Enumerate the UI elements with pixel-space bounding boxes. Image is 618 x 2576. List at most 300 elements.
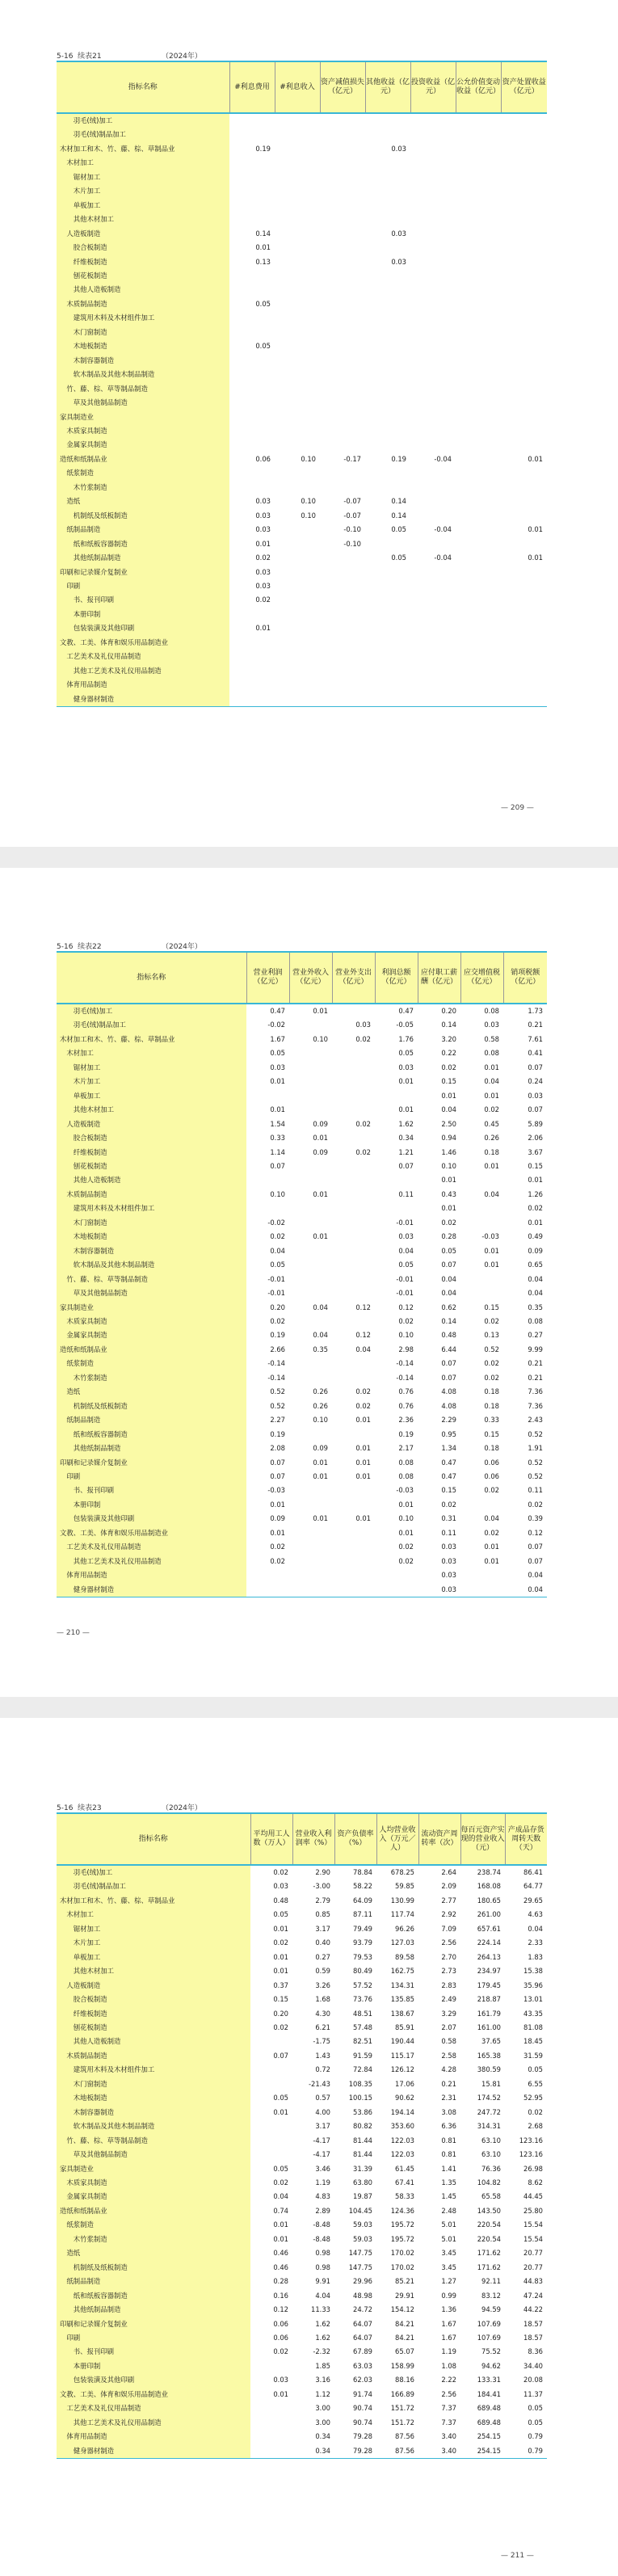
row-label: 文教、工美、体育和娱乐用品制造业 xyxy=(57,1526,246,1540)
row-label: 家具制造业 xyxy=(57,2162,250,2176)
row-value: 0.11 xyxy=(528,1486,543,1495)
row-value: 0.07 xyxy=(270,1458,285,1467)
row-value: -8.48 xyxy=(313,2220,330,2229)
table-row xyxy=(57,2148,547,2161)
row-value xyxy=(501,213,547,226)
row-value xyxy=(275,297,320,311)
row-value: 0.19 xyxy=(398,1429,414,1438)
row-value: 170.02 xyxy=(390,2249,414,2258)
row-value xyxy=(275,142,320,156)
header-row xyxy=(57,61,547,113)
row-label: 包装装潢及其他印刷 xyxy=(57,1512,246,1526)
row-value: -0.10 xyxy=(343,525,361,534)
table-row xyxy=(57,1357,547,1370)
row-label: 木质制品制造 xyxy=(57,2049,250,2063)
row-value xyxy=(332,1230,375,1244)
row-value xyxy=(365,213,410,226)
row-value: 0.27 xyxy=(528,1331,543,1340)
row-value xyxy=(289,1498,332,1512)
row-value: 0.11 xyxy=(441,1528,456,1537)
row-value: 0.14 xyxy=(441,1021,456,1029)
row-value: 1.43 xyxy=(315,2051,330,2060)
row-value: 20.08 xyxy=(523,2376,543,2384)
row-value: 0.03 xyxy=(273,1882,288,1891)
row-value xyxy=(501,566,547,579)
row-value xyxy=(365,199,410,213)
row-value xyxy=(229,326,275,339)
row-value: 0.10 xyxy=(301,497,316,506)
row-value xyxy=(289,1173,332,1187)
row-value xyxy=(410,311,456,325)
table-row xyxy=(57,368,547,381)
row-label: 木材加工和木、竹、藤、棕、草制品业 xyxy=(57,1033,246,1046)
row-value xyxy=(365,466,410,480)
row-value xyxy=(275,368,320,381)
row-value xyxy=(365,537,410,551)
row-label: 其他工艺美术及礼仪用品制造 xyxy=(57,1555,246,1568)
table-row xyxy=(57,1328,547,1342)
row-value xyxy=(501,227,547,241)
row-value xyxy=(365,241,410,255)
row-value xyxy=(332,1273,375,1286)
row-label: 木片加工 xyxy=(57,184,229,198)
row-value xyxy=(410,636,456,650)
row-value xyxy=(460,1498,503,1512)
table-row xyxy=(57,1951,547,1964)
row-value xyxy=(332,1160,375,1173)
row-value: 184.41 xyxy=(477,2389,501,2398)
row-value: 1.46 xyxy=(441,1147,456,1156)
row-value: 0.02 xyxy=(273,1938,288,1947)
row-value: 0.21 xyxy=(528,1359,543,1368)
row-label: 建筑用木料及木材组件加工 xyxy=(57,311,229,325)
row-label: 家具制造业 xyxy=(57,410,229,424)
table-row xyxy=(57,2331,547,2345)
row-value: 108.35 xyxy=(348,2079,372,2088)
row-value: 62.03 xyxy=(353,2376,372,2384)
row-value xyxy=(410,424,456,438)
row-value: 79.28 xyxy=(353,2432,372,2441)
row-label: 其他木材加工 xyxy=(57,1103,246,1117)
row-label: 印刷 xyxy=(57,579,229,593)
row-value xyxy=(289,1555,332,1568)
table-row xyxy=(57,297,547,311)
table-row xyxy=(57,2275,547,2288)
row-label: 纤维板制造 xyxy=(57,1146,246,1160)
row-value xyxy=(456,354,501,368)
row-value: 0.01 xyxy=(528,1218,543,1227)
row-value xyxy=(410,537,456,551)
row-value: 64.77 xyxy=(523,1882,543,1891)
row-value: 0.19 xyxy=(270,1429,285,1438)
row-value xyxy=(332,1583,375,1597)
row-value: 2.89 xyxy=(315,2206,330,2215)
row-value xyxy=(375,1202,418,1215)
row-value: 2.90 xyxy=(315,1868,330,1876)
row-value: 1.41 xyxy=(441,2164,456,2173)
row-value: 0.02 xyxy=(484,1373,499,1382)
row-value: 0.05 xyxy=(273,2164,288,2173)
row-value: 67.41 xyxy=(395,2178,414,2187)
table-year: （2024年） xyxy=(162,53,202,61)
row-value: 0.02 xyxy=(270,1232,285,1241)
row-value: 88.16 xyxy=(395,2376,414,2384)
row-value xyxy=(246,1583,289,1597)
table-row xyxy=(57,1470,547,1484)
row-value: 165.38 xyxy=(477,2051,501,2060)
row-value: 0.02 xyxy=(255,554,271,562)
table-title: 5-16 续表23 xyxy=(57,1804,102,1812)
row-value: 0.02 xyxy=(273,2022,288,2031)
table-row xyxy=(57,1456,547,1470)
table-row xyxy=(57,2388,547,2401)
row-value: 104.82 xyxy=(477,2178,501,2187)
row-value xyxy=(275,650,320,663)
table-row xyxy=(57,593,547,607)
row-value xyxy=(501,283,547,297)
row-value xyxy=(456,283,501,297)
row-value: 0.01 xyxy=(273,2389,288,2398)
row-value xyxy=(456,142,501,156)
row-value: 0.10 xyxy=(301,511,316,520)
row-value: 0.03 xyxy=(441,1556,456,1565)
row-value xyxy=(501,650,547,663)
row-value: 0.15 xyxy=(273,1995,288,2004)
table-row xyxy=(57,1343,547,1357)
row-value: 0.26 xyxy=(484,1134,499,1143)
table-row xyxy=(57,1442,547,1455)
row-value xyxy=(275,156,320,170)
row-value xyxy=(456,692,501,707)
row-value: 3.26 xyxy=(315,1980,330,1989)
row-value xyxy=(275,424,320,438)
row-value: 0.03 xyxy=(355,1021,371,1029)
row-value: 0.02 xyxy=(528,1500,543,1509)
row-value: 0.01 xyxy=(484,1556,499,1565)
row-value: 0.01 xyxy=(273,2234,288,2243)
row-value: 0.02 xyxy=(398,1316,414,1325)
row-value: 0.79 xyxy=(528,2446,543,2455)
row-value xyxy=(229,664,275,678)
row-value: 0.06 xyxy=(273,2333,288,2342)
row-value xyxy=(456,255,501,269)
row-label: 纸和纸板容器制造 xyxy=(57,1428,246,1442)
row-label: 本册印制 xyxy=(57,2359,250,2373)
row-value xyxy=(332,1061,375,1075)
row-value: 63.03 xyxy=(353,2361,372,2370)
row-value: 0.04 xyxy=(528,1289,543,1298)
row-value: 87.56 xyxy=(395,2446,414,2455)
row-value: 83.12 xyxy=(481,2291,501,2300)
row-value: -0.01 xyxy=(396,1289,414,1298)
header-cell: 人均营业收入（万元／人） xyxy=(376,1813,418,1865)
row-value: 63.80 xyxy=(353,2178,372,2187)
row-value: 0.47 xyxy=(441,1458,456,1467)
row-value: 0.01 xyxy=(441,1176,456,1185)
row-label: 人造板制造 xyxy=(57,1118,246,1131)
row-value: 2.66 xyxy=(270,1345,285,1353)
header-cell: 营业外支出（亿元） xyxy=(332,952,375,1004)
row-value xyxy=(320,566,365,579)
row-value: 0.01 xyxy=(273,1952,288,1961)
row-value: 86.41 xyxy=(523,1868,543,1876)
row-label: 木材加工和木、竹、藤、棕、草制品业 xyxy=(57,142,229,156)
row-value: 0.07 xyxy=(528,1556,543,1565)
row-value: 0.14 xyxy=(441,1316,456,1325)
row-value: 87.11 xyxy=(353,1910,372,1919)
row-value: 1.34 xyxy=(441,1444,456,1453)
row-label: 印刷和记录媒介复制业 xyxy=(57,1456,246,1470)
row-value: 1.62 xyxy=(315,2333,330,2342)
table-row xyxy=(57,1089,547,1103)
header-cell: 其他收益（亿元） xyxy=(365,61,410,113)
row-label: 纸制品制造 xyxy=(57,1413,246,1427)
row-value xyxy=(501,608,547,621)
row-value xyxy=(456,678,501,692)
row-value: 0.28 xyxy=(273,2277,288,2286)
row-value: 166.89 xyxy=(390,2389,414,2398)
row-value: 0.26 xyxy=(313,1401,328,1410)
row-value: -0.14 xyxy=(267,1359,285,1368)
row-value: 0.04 xyxy=(355,1345,371,1353)
row-label: 金属家具制造 xyxy=(57,2190,250,2203)
row-value xyxy=(410,396,456,410)
row-label: 造纸 xyxy=(57,495,229,508)
row-value: 171.62 xyxy=(477,2249,501,2258)
row-value xyxy=(365,311,410,325)
row-value xyxy=(229,438,275,452)
row-value xyxy=(250,2416,292,2430)
table-row xyxy=(57,1173,547,1187)
row-value: 0.03 xyxy=(391,257,406,266)
row-value xyxy=(456,452,501,466)
table-row xyxy=(57,1301,547,1315)
row-value xyxy=(410,481,456,495)
row-value: 0.03 xyxy=(255,525,271,534)
row-value xyxy=(275,608,320,621)
row-value: 0.06 xyxy=(273,2319,288,2328)
row-value xyxy=(289,1061,332,1075)
row-value: 0.01 xyxy=(313,1232,328,1241)
row-label: 人造板制造 xyxy=(57,227,229,241)
row-value xyxy=(456,523,501,537)
row-label: 草及其他制品制造 xyxy=(57,396,229,410)
row-value: 1.35 xyxy=(441,2178,456,2187)
table-row xyxy=(57,2119,547,2133)
row-label: 印刷和记录媒介复制业 xyxy=(57,566,229,579)
row-value: 0.09 xyxy=(528,1246,543,1255)
row-value xyxy=(229,156,275,170)
row-value: 264.13 xyxy=(477,1952,501,1961)
row-value xyxy=(456,650,501,663)
row-value: 0.40 xyxy=(315,1938,330,1947)
row-value: 0.12 xyxy=(273,2305,288,2314)
row-label: 木片加工 xyxy=(57,1075,246,1088)
row-label: 木质制品制造 xyxy=(57,1188,246,1202)
row-label: 纸和纸板容器制造 xyxy=(57,2289,250,2303)
row-value: 0.02 xyxy=(270,1543,285,1551)
table-row xyxy=(57,326,547,339)
row-label: 木竹浆制造 xyxy=(57,1371,246,1385)
row-value: 0.15 xyxy=(484,1303,499,1311)
table-row xyxy=(57,495,547,508)
page-209 xyxy=(0,0,618,847)
row-value xyxy=(410,593,456,607)
row-value xyxy=(501,199,547,213)
row-value xyxy=(229,311,275,325)
row-value: 168.08 xyxy=(477,1882,501,1891)
row-value xyxy=(275,438,320,452)
row-label: 木地板制造 xyxy=(57,1230,246,1244)
row-label: 木竹浆制造 xyxy=(57,2233,250,2246)
row-value xyxy=(320,339,365,353)
row-label: 木材加工 xyxy=(57,1046,246,1060)
row-value: 3.00 xyxy=(315,2404,330,2413)
row-value: 0.10 xyxy=(441,1161,456,1170)
row-label: 单板加工 xyxy=(57,199,229,213)
table-row xyxy=(57,2345,547,2359)
row-value xyxy=(501,621,547,635)
row-value xyxy=(289,1526,332,1540)
row-value: 0.02 xyxy=(355,1387,371,1396)
row-value xyxy=(365,297,410,311)
row-value: 0.01 xyxy=(355,1416,371,1425)
row-value: 1.12 xyxy=(315,2389,330,2398)
row-value xyxy=(501,424,547,438)
row-value: 2.22 xyxy=(441,2376,456,2384)
table-row xyxy=(57,142,547,156)
row-value xyxy=(320,650,365,663)
row-value xyxy=(275,466,320,480)
row-value xyxy=(229,354,275,368)
header-cell: #利息收入 xyxy=(275,61,320,113)
row-label: 胶合板制造 xyxy=(57,1131,246,1145)
row-value xyxy=(410,608,456,621)
table-row xyxy=(57,1202,547,1215)
row-value xyxy=(320,184,365,198)
row-value: 0.05 xyxy=(528,2418,543,2427)
row-label: 本册印制 xyxy=(57,1498,246,1512)
row-value: 8.62 xyxy=(528,2178,543,2187)
row-value: 0.01 xyxy=(528,454,543,463)
row-value: 1.73 xyxy=(528,1007,543,1015)
row-value: 0.52 xyxy=(484,1345,499,1353)
row-label: 木门窗制造 xyxy=(57,326,229,339)
row-value: 0.41 xyxy=(528,1049,543,1058)
table-row xyxy=(57,551,547,565)
table-row xyxy=(57,410,547,424)
row-value: 0.01 xyxy=(273,2220,288,2229)
row-value: 7.37 xyxy=(441,2404,456,2413)
row-value: 91.59 xyxy=(353,2051,372,2060)
row-value: 58.22 xyxy=(353,1882,372,1891)
row-value xyxy=(501,692,547,707)
row-value: 689.48 xyxy=(477,2418,501,2427)
table-row xyxy=(57,1286,547,1300)
row-label: 书、报刊印刷 xyxy=(57,1484,246,1497)
row-value: 0.04 xyxy=(441,1274,456,1283)
row-value: 0.48 xyxy=(273,1896,288,1905)
row-value: 0.02 xyxy=(441,1500,456,1509)
row-value: 63.10 xyxy=(481,2136,501,2145)
row-value: 0.01 xyxy=(313,1514,328,1523)
table-row xyxy=(57,621,547,635)
row-label: 文教、工美、体育和娱乐用品制造业 xyxy=(57,2388,250,2401)
row-value xyxy=(456,509,501,523)
row-value xyxy=(289,1103,332,1117)
table-row xyxy=(57,1993,547,2006)
data-table xyxy=(57,61,547,707)
row-label: 软木制品及其他木制品制造 xyxy=(57,2119,250,2133)
row-value: 657.61 xyxy=(477,1924,501,1933)
row-value: 194.14 xyxy=(390,2107,414,2116)
row-value: 0.04 xyxy=(441,1289,456,1298)
row-value xyxy=(332,1188,375,1202)
row-value xyxy=(501,537,547,551)
header-row xyxy=(57,1813,547,1865)
table-row xyxy=(57,466,547,480)
row-value: 7.37 xyxy=(441,2418,456,2427)
row-value xyxy=(410,354,456,368)
row-value: 59.03 xyxy=(353,2220,372,2229)
row-label: 其他木材加工 xyxy=(57,213,229,226)
row-value xyxy=(250,2148,292,2161)
row-value: 261.00 xyxy=(477,1910,501,1919)
row-value: 0.34 xyxy=(315,2446,330,2455)
row-label: 木质家具制造 xyxy=(57,2176,250,2190)
row-value: 123.16 xyxy=(519,2150,543,2159)
row-value: 0.10 xyxy=(301,454,316,463)
row-value: 179.45 xyxy=(477,1980,501,1989)
row-value: 0.47 xyxy=(441,1471,456,1480)
row-value: 4.83 xyxy=(315,2192,330,2201)
row-value xyxy=(229,650,275,663)
row-value xyxy=(229,368,275,381)
row-value xyxy=(250,2430,292,2443)
row-value: 0.08 xyxy=(398,1458,414,1467)
row-value: 0.01 xyxy=(484,1091,499,1100)
table-row xyxy=(57,1568,547,1582)
row-label: 书、报刊印刷 xyxy=(57,593,229,607)
row-value: 78.84 xyxy=(353,1868,372,1876)
row-value: 0.03 xyxy=(391,144,406,153)
row-value: 0.02 xyxy=(484,1528,499,1537)
row-value xyxy=(229,396,275,410)
row-value: 0.03 xyxy=(441,1585,456,1593)
row-value: 0.03 xyxy=(270,1063,285,1071)
row-label: 家具制造业 xyxy=(57,1301,246,1315)
table-row xyxy=(57,1413,547,1427)
row-value: 0.06 xyxy=(484,1458,499,1467)
row-value xyxy=(456,495,501,508)
row-value: 15.38 xyxy=(523,1967,543,1976)
row-value: 15.54 xyxy=(523,2220,543,2229)
row-value: 3.17 xyxy=(315,2122,330,2131)
row-value xyxy=(501,326,547,339)
row-value: 4.04 xyxy=(315,2291,330,2300)
row-value: 0.11 xyxy=(398,1189,414,1198)
row-value: 254.15 xyxy=(477,2432,501,2441)
row-value: 0.52 xyxy=(270,1387,285,1396)
row-value xyxy=(250,2035,292,2048)
row-value xyxy=(501,481,547,495)
row-value xyxy=(275,326,320,339)
row-value xyxy=(320,227,365,241)
row-value xyxy=(332,1004,375,1018)
row-value: -4.17 xyxy=(313,2136,330,2145)
row-label: 木片加工 xyxy=(57,1936,250,1950)
row-label: 金属家具制造 xyxy=(57,1328,246,1342)
